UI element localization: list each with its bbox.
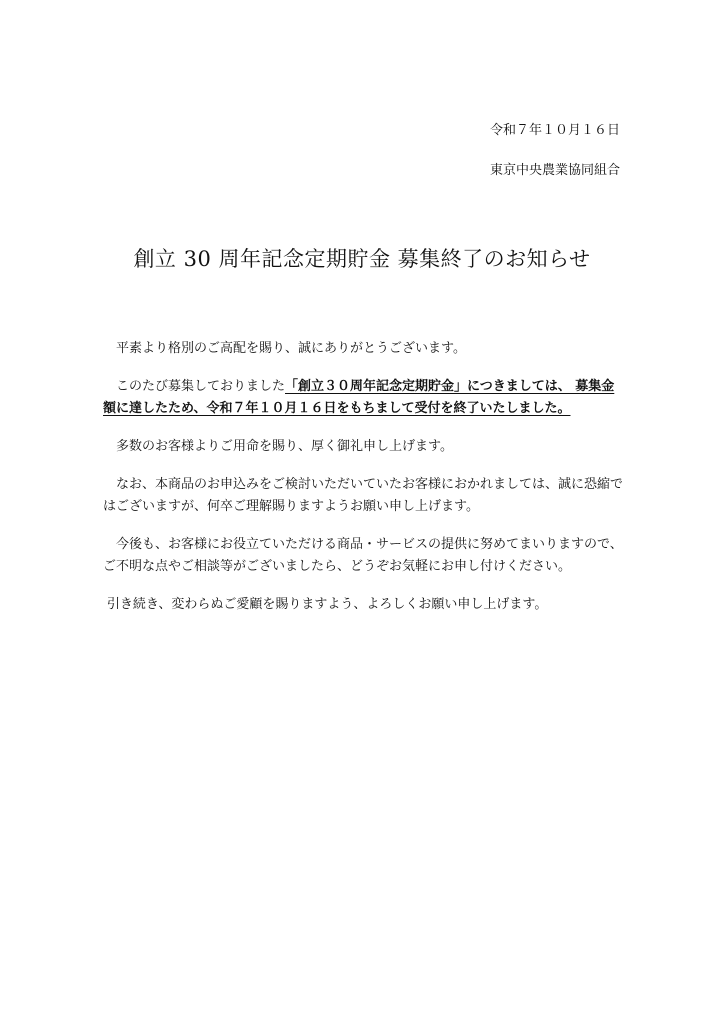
paragraph-closing: 引き続き、変わらぬご愛顧を賜りますよう、よろしくお願い申し上げます。: [106, 597, 548, 612]
paragraph-greeting: 平素より格別のご高配を賜り、誠にありがとうございます。: [116, 341, 466, 356]
paragraph-future-service: 今後も、お客様にお役立ていただける商品・サービスの提供に努めてまいりますので、 ご不明な点やご相談等がございましたら、どうぞお気軽にお申し付けください。: [103, 537, 623, 574]
announcement-emphasis: 「創立３０周年記念定期貯金」につきましては、 募集金額に達したため、令和７年１０月１６日をもちまして受付を終了いたしました。: [103, 379, 615, 416]
announcement-lead: このたび募集しておりました: [116, 379, 286, 394]
notice-title: 創立 30 周年記念定期貯金 募集終了のお知らせ: [133, 247, 591, 271]
notice-body: [103, 338, 623, 632]
notice-date: 令和７年１０月１６日: [489, 123, 620, 138]
issuer-organization: 東京中央農業協同組合: [489, 163, 620, 178]
paragraph-apology: なお、本商品のお申込みをご検討いただいていたお客様におかれましては、誠に恐縮ではございますが、何卒ご理解賜りますようお願い申し上げます。: [103, 477, 624, 514]
paragraph-announcement: [103, 376, 623, 420]
paragraph-thanks: 多数のお客様よりご用命を賜り、厚く御礼申し上げます。: [116, 439, 453, 454]
